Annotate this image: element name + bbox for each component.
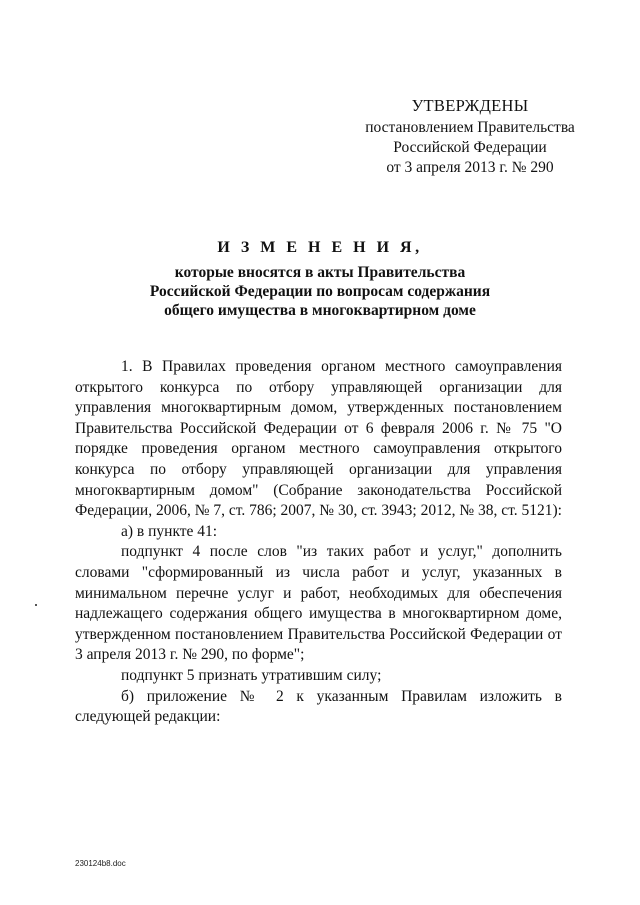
paragraph-2: а) в пункте 41: — [121, 522, 218, 540]
paragraph-4: подпункт 5 признать утратившим силу; — [121, 666, 382, 684]
paragraph-5: б) приложение № 2 к указанным Правилам изложить в следующей редакции: — [75, 687, 562, 726]
paragraph-3: подпункт 4 после слов "из таких работ и услуг," дополнить словами "сформированный из числа работ и услуг, указанных в минимальном перечне услуг и работ, необходимых для обеспечения надлежащего содержания общего имущества в многоквартирном доме, утвержденном постановлением Правительства Российской Федерации от 3 апреля 2013 г. № 290, по форме"; — [75, 543, 562, 664]
title-line-1: которые вносятся в акты Правительства — [174, 264, 466, 281]
title-line-2: Российской Федерации по вопросам содержания — [149, 283, 491, 300]
approval-stamp — [320, 96, 620, 178]
file-code: 230124b8.doc — [75, 859, 126, 868]
approval-line-1: постановлением Правительства — [365, 119, 575, 136]
title-heading: И З М Е Н Е Н И Я, — [217, 239, 423, 256]
title-line-3: общего имущества в многоквартирном доме — [164, 302, 476, 319]
document-title — [0, 239, 640, 320]
margin-speck — [35, 604, 37, 606]
approval-line-2: Российской Федерации — [393, 139, 547, 156]
approval-title: УТВЕРЖДЕНЫ — [411, 96, 529, 115]
approval-line-3: от 3 апреля 2013 г. № 290 — [386, 159, 554, 176]
paragraph-1: 1. В Правилах проведения органом местного самоуправления открытого конкурса по отбору управляющей организации для управления многоквартирным домом, утвержденных постановлением Правительства Российской Федерации от 6 февраля 2006 г. № 75 "О порядке проведения органом местного самоуправления открытого конкурса по отбору управляющей организации для управления многоквартирным домом" (Собрание законодательства Российской Федерации, 2006, № 7, ст. 786; 2007, № 30, ст. 3943; 2012, № 38, ст. 5121): — [75, 358, 562, 520]
document-body — [75, 357, 562, 728]
